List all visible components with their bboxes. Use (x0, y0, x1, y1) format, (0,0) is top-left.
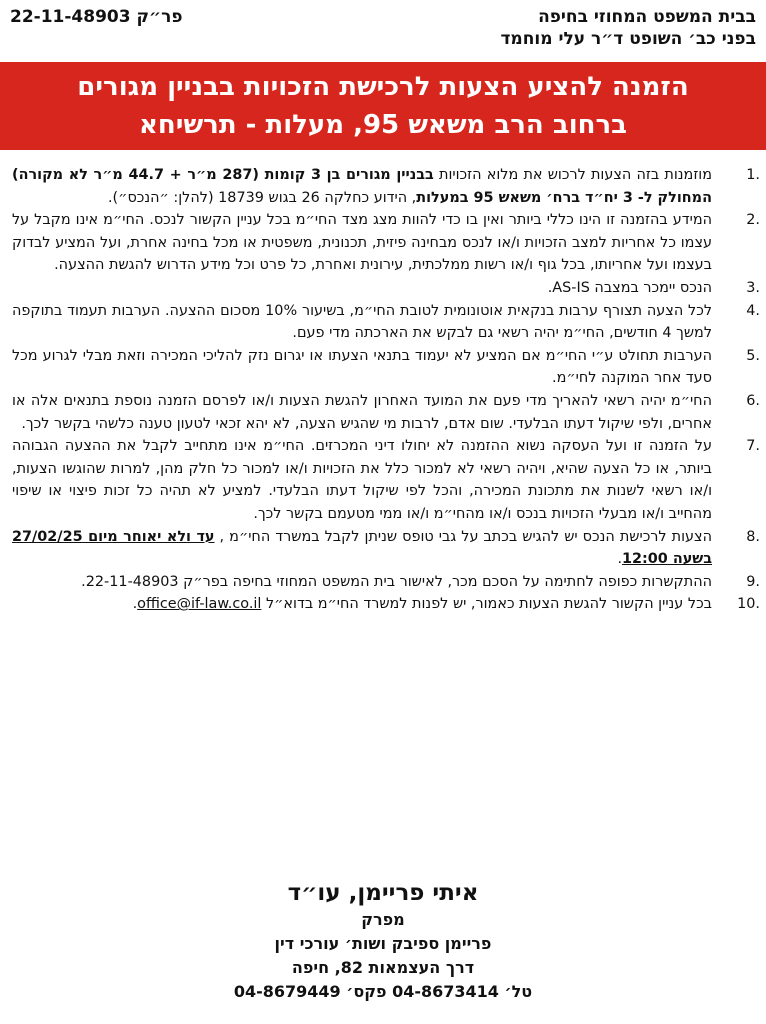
court-name: בבית המשפט המחוזי בחיפה (538, 7, 756, 27)
firm-contact: טל׳ 04-8673414 פקס׳ 04-8679449 (233, 982, 533, 1001)
title-line-2: ברחוב הרב משאש 95, מעלות - תרשיחא (139, 110, 627, 140)
item-text-segment: , הידוע כחלקה 26 בגוש 18739 (להלן: ״הנכס״). (107, 189, 417, 206)
item-text-segment: ההתקשרות כפופה לחתימה על הסכם מכר, לאישור בית המשפט המחוזי בחיפה בפר״ק 22-11-48903. (81, 573, 712, 590)
item-text-segment: הערבות תחולט ע״י החי״מ אם המציע לא יעמוד בתנאי הצעתו או יגרום נזק להליכי המכירה וזאת מבלי לגרוע מכל סעד אחר המוקנה לחי״מ. (12, 347, 712, 387)
item-text-segment: office@if-law.co.il (137, 596, 262, 613)
item-text (12, 164, 712, 209)
item-text-segment: החי״מ יהיה רשאי להאריך מדי פעם את המועד האחרון להגשת הצעות ו/או לפרסם הזמנה נוספת בתנאים אלה או אחרים, ולפי שיקול דעתו הבלעדי. שום אדם, לרבות מי שהגיש הצעה, לא יהא זכאי לטעון טענה כלשהי בקשר לכך. (12, 392, 712, 432)
item-text (12, 593, 712, 616)
item-text-segment: הנכס יימכר במצבה AS-IS. (547, 279, 712, 296)
item-text (12, 435, 712, 525)
judge-line: בפני כב׳ השופט ד״ר עלי מוחמד (500, 29, 756, 49)
item-text-segment: בכל עניין הקשור להגשת הצעות כאמור, יש לפנות למשרד החי״מ בדוא״ל (261, 596, 712, 613)
item-text-segment: הצעות לרכישת הנכס יש להגיש בכתב על גבי טופס שניתן לקבל במשרד החי״מ , (214, 528, 712, 545)
list-item (12, 435, 760, 525)
item-text-segment: מוזמנות בזה הצעות לרכוש את מלוא הזכויות (433, 167, 713, 183)
item-text (12, 209, 712, 277)
list-item (12, 277, 760, 300)
case-reference: פר״ק 22-11-48903 (10, 7, 183, 27)
notice-header (10, 6, 756, 58)
item-text (12, 390, 712, 435)
signature-block (0, 878, 766, 1004)
item-text (12, 526, 712, 571)
signatory-name: איתי פריימן, עו״ד (287, 880, 479, 906)
item-number: 6. (746, 392, 760, 409)
item-text-segment: על הזמנה זו ועל העסקה נשוא ההזמנה לא יחולו דיני המכרזים. החי״מ אינו מתחייב לקבל את ההצעה הגבוהה ביותר, או כל הצעה שהיא, ויהיה רשאי לא למכור כלל את הזכויות ו/או למכור כל חלק מהן, למרות שהוגשו הצעות, ו/או רשאי לשנות את מתכונת המכירה, והכל לפי שיקול דעתו הבלעדי. למציע לא תהיה כל זכות פיצוי או שיפוי מהחייב ו/או מבעלי הזכויות בנכס ו/או מהחי״מ ו/או ממי מטעמם בקשר לכך. (12, 438, 712, 522)
header-row-2 (10, 28, 756, 50)
item-text (12, 345, 712, 390)
title-line-1: הזמנה להציע הצעות לרכישת הזכויות בבניין מגורים (77, 72, 689, 102)
item-text-segment: בבניין מגורים בן 3 קומות (287 מ״ר + 44.7 מ״ר לא מקורה) המחולק ל- 3 יח״ד ברח׳ משאש 95 במעלות (12, 167, 712, 206)
item-number: 7. (746, 438, 760, 455)
terms-list (12, 164, 760, 616)
item-number: 1. (746, 167, 760, 183)
item-number: 2. (746, 212, 760, 229)
signatory-role: מפרק (361, 910, 405, 929)
item-text (12, 571, 712, 594)
item-number: 8. (746, 528, 760, 545)
header-row-1 (10, 6, 756, 28)
item-text (12, 300, 712, 345)
firm-address: דרך העצמאות 82, חיפה (291, 958, 475, 977)
item-text (12, 277, 712, 300)
list-item (12, 526, 760, 571)
list-item (12, 593, 760, 616)
law-firm: פריימן ספיבק ושות׳ עורכי דין (274, 934, 492, 953)
item-text-segment: המידע בהזמנה זו הינו כללי ביותר ואין בו כדי להוות מצג מצד החי״מ בכל עניין הקשור לנכס. החי״מ אינו מקבל על עצמו כל אחריות למצב הזכויות ו/או לנכס מבחינה פיזית, תכנונית, משפטית או מכל בחינה אחרת, ועל המציע לבדוק בעצמו ועל אחריותו, בכל גוף ו/או רשות ממלכתית, עירונית ואחרת, כל פרט וכל מידע הדרוש להגשת ההצעה. (12, 212, 712, 274)
item-text-segment: עד ולא יאוחר מיום 27/02/25 בשעה 12:00 (12, 528, 712, 568)
list-item (12, 300, 760, 345)
item-text-segment: לכל הצעה תצורף ערבות בנקאית אוטונומית לטובת החי״מ, בשיעור 10% מסכום ההצעה. הערבות תעמוד בתוקפה למשך 4 חודשים, החי״מ יהיה רשאי גם לבקש את הארכתה מדי פעם. (12, 302, 713, 342)
list-item (12, 571, 760, 594)
item-number: 10. (737, 596, 760, 613)
item-number: 5. (746, 347, 760, 364)
item-text-segment: . (132, 596, 138, 613)
list-item (12, 164, 760, 209)
list-item (12, 390, 760, 435)
item-text-segment: . (617, 551, 623, 568)
title-banner (0, 62, 766, 150)
list-item (12, 345, 760, 390)
item-number: 3. (746, 279, 760, 296)
item-number: 9. (746, 573, 760, 590)
item-number: 4. (746, 302, 760, 319)
list-item (12, 209, 760, 277)
